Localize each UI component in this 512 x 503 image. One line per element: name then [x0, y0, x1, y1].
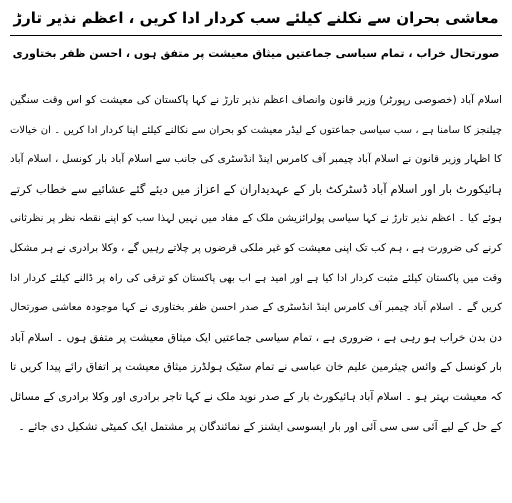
body-line: ہائیکورٹ بار اور اسلام آباد ڈسٹرکٹ بار کے عہدیداران کے اعزاز میں دیئے گئے عشائیے سے خطاب کرتے — [10, 181, 502, 196]
body-line: کا اظہار وزیر قانون نے اسلام آباد چیمبر آف کامرس اینڈ انڈسٹری کی جانب سے اسلام آباد بار کونسل ، اسلام آباد — [10, 153, 502, 166]
body-line: چیلنجز کا سامنا ہے ، سب سیاسی جماعتوں کے لیڈر معیشت کو بحران سے نکالنے کیلئے اپنا کردار ادا کریں ۔ ان خیالات — [10, 124, 502, 136]
body-line: بار کونسل کے وائس چیئرمین علیم خان عباسی نے تمام سٹیک ہولڈرز میثاق معیشت پر اتفاق رائے پیدا کریں تا — [10, 360, 502, 374]
divider-rule — [10, 35, 502, 36]
article-body — [10, 86, 502, 441]
body-line: ہوئے کیا ۔ اعظم نذیر تارڑ نے کہا سیاسی پولرائزیشن ملک کے مفاد میں نہیں لہذا سب کو اپنے نقطہ نظر پر نظرثانی — [10, 213, 502, 225]
body-line: کے حل کے لیے آئی سی سی آئی اور بار ایسوسی ایشنز کے نمائندگان پر مشتمل ایک کمیٹی تشکیل دی جائے ۔ — [18, 419, 502, 433]
body-line: کریں گے ۔ اسلام آباد چیمبر آف کامرس اینڈ انڈسٹری کے صدر احسن ظفر بختاوری نے کہا موجودہ معاشی صورتحال — [10, 302, 502, 314]
body-line: کہ معیشت بہتر ہو ۔ اسلام آباد ہائیکورٹ بار کے صدر نوید ملک نے کہا تاجر برادری اور وکلا برادری کے مسائل — [10, 389, 502, 403]
subheadline: صورتحال خراب ، تمام سیاسی جماعتیں میثاق معیشت پر متفق ہوں ، احسن ظفر بختاوری — [12, 47, 500, 60]
body-line: اسلام آباد (خصوصی رپورٹر) وزیر قانون وانصاف اعظم نذیر تارڑ نے کہا پاکستان کی معیشت کو اس وقت سنگین — [10, 94, 502, 106]
headline: معاشی بحران سے نکلنے کیلئے سب کردار ادا کریں ، اعظم نذیر تارڑ — [13, 9, 499, 27]
body-line: وقت میں پاکستان کیلئے مثبت کردار ادا کیا ہے اور امید ہے اب بھی پاکستان کو ترقی کی راہ پر ڈالنے کیلئے کردار ادا — [10, 272, 502, 284]
body-line: دن بدن خراب ہو رہی ہے ، ضروری ہے ، تمام سیاسی جماعتیں ایک میثاق معیشت پر متفق ہوں ۔ اسلام آباد — [10, 330, 502, 344]
body-line: کرنے کی ضرورت ہے ، ہم کب تک اپنی معیشت کو غیر ملکی قرضوں پر چلاتے رہیں گے ، وکلا برادری نے ہر مشکل — [10, 241, 502, 254]
